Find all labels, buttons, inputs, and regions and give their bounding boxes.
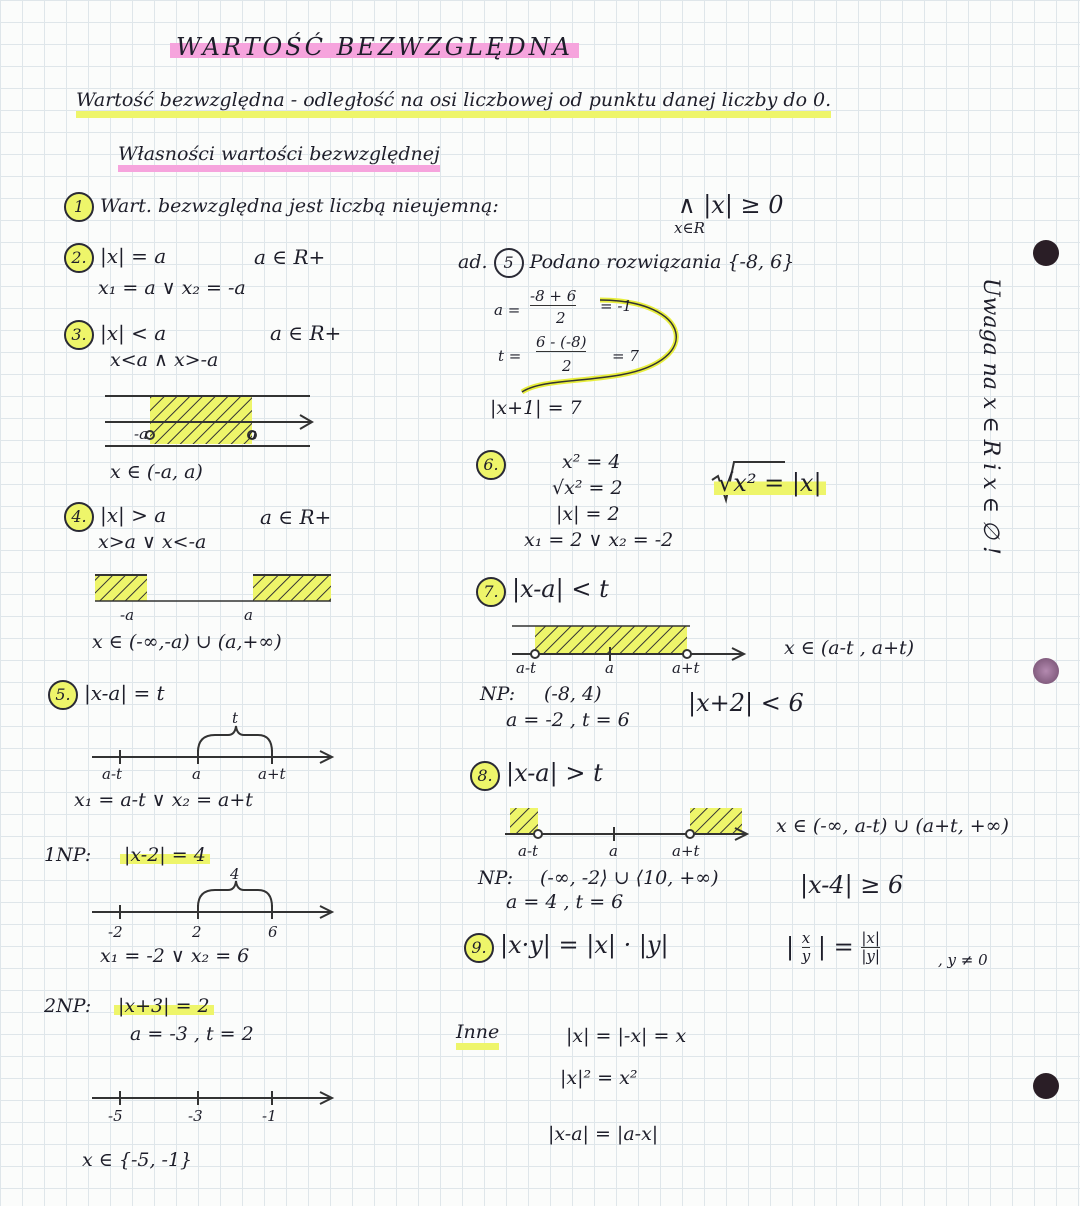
ex1-number-line [92, 881, 332, 919]
ad5-text: Podano rozwiązania {-8, 6} [529, 251, 795, 273]
p5-solution: x₁ = a-t ∨ x₂ = a+t [74, 789, 253, 811]
p5-brace-label: t [232, 709, 239, 727]
p3-solution: x<a ∧ x>-a [110, 349, 219, 371]
ex1-brace-label: 4 [230, 865, 240, 883]
p6-identity: √x² = |x| [714, 470, 826, 496]
property-1 [64, 192, 499, 222]
p7-set: x ∈ (a-t , a+t) [784, 637, 915, 659]
p4-axis-left: -a [120, 606, 135, 624]
property-3 [64, 320, 166, 350]
p5-eq: |x-a| = t [84, 681, 165, 705]
ad5-heading: ad. 5 Podano rozwiązania {-8, 6} [458, 248, 794, 278]
p2-number: 2. [64, 243, 94, 273]
p9-frac-num-right: |x| [861, 929, 880, 947]
property-5 [48, 680, 165, 710]
ad5-a-result: = -1 [600, 297, 632, 315]
p8-np-interval: (-∞, -2⟩ ∪ ⟨10, +∞) [540, 867, 719, 889]
decor-dot-purple [1033, 658, 1059, 684]
p4-domain: a ∈ R+ [260, 505, 332, 529]
property-4 [64, 502, 166, 532]
p4-axis-right: a [244, 606, 253, 624]
p1-subscript: x∈R [674, 219, 705, 237]
p9-number: 9. [464, 933, 494, 963]
p5-label-a-plus-t: a+t [258, 765, 286, 783]
p6-line-2: √x² = 2 [552, 477, 623, 499]
p9-condition: , y ≠ 0 [938, 951, 988, 969]
inne-line-1: |x| = |-x| = x [566, 1025, 687, 1047]
p1-number: 1 [64, 192, 94, 222]
p8-number: 8. [470, 761, 500, 791]
ad5-a-numerator: -8 + 6 [530, 287, 577, 305]
ad5-a-denominator: 2 [556, 309, 566, 327]
p8-np-params: a = 4 , t = 6 [506, 891, 624, 913]
ex2-params: a = -3 , t = 2 [130, 1023, 254, 1045]
p9-frac-den-left: y [801, 946, 811, 965]
p4-solution: x>a ∨ x<-a [98, 531, 207, 553]
ex2-label-2: -3 [188, 1107, 203, 1125]
p7-number: 7. [476, 577, 506, 607]
p7-np-params: a = -2 , t = 6 [506, 709, 630, 731]
p8-set: x ∈ (-∞, a-t) ∪ (a+t, +∞) [776, 815, 1009, 837]
property-7 [476, 576, 609, 607]
p7-np-eq: |x+2| < 6 [688, 689, 804, 717]
p8-label-a-plus-t: a+t [672, 842, 700, 860]
p3-set: x ∈ (-a, a) [110, 461, 203, 483]
ex2-label-1: -5 [108, 1107, 123, 1125]
p8-np-eq: |x-4| ≥ 6 [800, 871, 904, 899]
p8-number-line [505, 808, 747, 841]
ex1-eq: |x-2| = 4 [120, 845, 210, 866]
definition: Wartość bezwzględna - odległość na osi liczbowej od punktu danej liczby do 0. [76, 90, 831, 111]
p6-number: 6. [476, 450, 506, 480]
ad5-t-result: = 7 [612, 347, 639, 365]
decor-dot-dark [1033, 240, 1059, 266]
p4-eq: |x| > a [100, 503, 167, 527]
page-title: WARTOŚĆ BEZWZGLĘDNA [170, 34, 579, 60]
ad5-result: |x+1| = 7 [490, 397, 582, 419]
ad5-t-denominator: 2 [562, 357, 572, 375]
ad5-t-numerator: 6 - (-8) [536, 333, 587, 351]
ad5-t-label: t = [498, 347, 522, 365]
ad5-number: 5 [494, 248, 524, 278]
p5-label-a: a [192, 765, 201, 783]
ex1-label-3: 6 [268, 923, 278, 941]
inne-line-3: |x-a| = |a-x| [548, 1123, 659, 1145]
p7-label-a-minus-t: a-t [516, 659, 537, 677]
ex2-label-3: -1 [262, 1107, 277, 1125]
p8-np-tag: NP: [478, 867, 514, 889]
p4-number-line [95, 575, 331, 601]
ex1-label-2: 2 [192, 923, 202, 941]
p5-number: 5. [48, 680, 78, 710]
p2-eq: |x| = a [100, 244, 167, 268]
p8-label-a-minus-t: a-t [518, 842, 539, 860]
p6-line-1: x² = 4 [562, 451, 621, 473]
p2-solution: x₁ = a ∨ x₂ = -a [98, 277, 246, 299]
p4-set: x ∈ (-∞,-a) ∪ (a,+∞) [92, 631, 282, 653]
p9-frac-den-right: |y| [861, 946, 880, 965]
ex2-solution: x ∈ {-5, -1} [82, 1149, 193, 1171]
p2-domain: a ∈ R+ [254, 245, 326, 269]
p3-eq: |x| < a [100, 321, 167, 345]
ex2-tag: 2NP: [44, 995, 92, 1017]
side-note: Uwaga na x ∈ R i x ∈ ∅ ! [978, 278, 1003, 555]
properties-heading: Własności wartości bezwzględnej [118, 144, 440, 165]
inne-line-2: |x|² = x² [560, 1067, 638, 1089]
ad5-a-label: a = [494, 301, 521, 319]
p7-number-line [512, 626, 744, 661]
inne-label: Inne [456, 1022, 499, 1043]
p9-frac-num-left: x [801, 929, 811, 947]
p3-number: 3. [64, 320, 94, 350]
p3-axis-left: -a [134, 425, 149, 443]
p9-eq: |x·y| = |x| · |y| [500, 931, 669, 959]
ex1-label-1: -2 [108, 923, 123, 941]
property-8 [470, 760, 603, 791]
p7-np-tag: NP: [480, 683, 516, 705]
p1-text: Wart. bezwzględna jest liczbą nieujemną: [100, 195, 499, 217]
decor-dot-dark-2 [1033, 1073, 1059, 1099]
p5-label-a-minus-t: a-t [102, 765, 123, 783]
p6-line-4: x₁ = 2 ∨ x₂ = -2 [524, 529, 674, 551]
p7-eq: |x-a| < t [512, 575, 609, 603]
p3-axis-right: a [248, 425, 257, 443]
p7-np-interval: (-8, 4) [544, 683, 602, 705]
ex1-tag: 1NP: [44, 844, 92, 866]
p6-line-3: |x| = 2 [556, 503, 620, 525]
p3-domain: a ∈ R+ [270, 321, 342, 345]
property-6 [476, 450, 512, 480]
property-9 [464, 932, 669, 963]
ex2-eq: |x+3| = 2 [114, 996, 214, 1017]
ex1-solution: x₁ = -2 ∨ x₂ = 6 [100, 945, 250, 967]
p1-formula: ∧ |x| ≥ 0 [678, 191, 784, 219]
p5-number-line [92, 726, 332, 764]
ex2-number-line [92, 1091, 332, 1105]
p8-eq: |x-a| > t [506, 759, 603, 787]
p8-label-a: a [609, 842, 618, 860]
property-2 [64, 243, 166, 273]
p9-quotient: | $\frac{x}{y}$ | = $\frac{|x|}{|y|}$ [786, 929, 880, 965]
p4-number: 4. [64, 502, 94, 532]
p7-label-a-plus-t: a+t [672, 659, 700, 677]
p7-label-a: a [605, 659, 614, 677]
